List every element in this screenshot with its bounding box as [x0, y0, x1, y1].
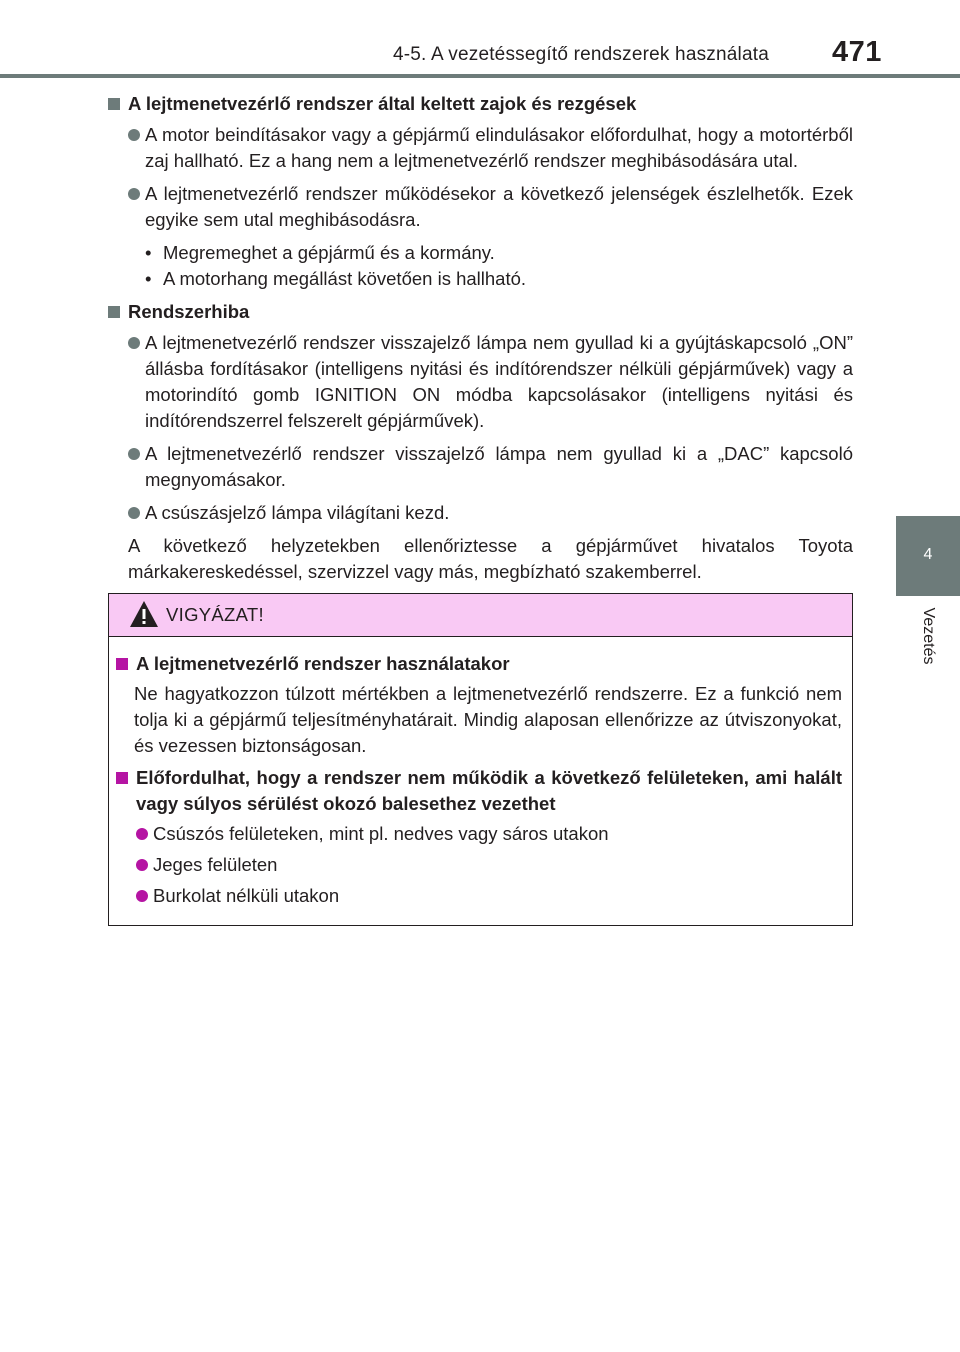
list-item — [108, 122, 853, 174]
section-title: 4-5. A vezetéssegítő rendszerek használata — [393, 44, 769, 65]
item-text: Csúszós felületeken, mint pl. nedves vagy sáros utakon — [153, 823, 609, 844]
section-heading-noise — [108, 91, 853, 117]
page-number: 471 — [832, 36, 882, 68]
caution-heading-usage — [116, 651, 842, 677]
caution-header — [109, 594, 852, 637]
caution-body — [116, 651, 842, 914]
circle-bullet-icon — [136, 859, 148, 871]
square-bullet-icon — [108, 98, 120, 110]
circle-bullet-icon — [128, 129, 140, 141]
list-item — [108, 330, 853, 434]
circle-bullet-icon — [136, 890, 148, 902]
chapter-tab — [896, 516, 960, 596]
circle-bullet-icon — [128, 448, 140, 460]
service-paragraph: A következő helyzetekben ellenőriztesse a gépjárművet hivatalos Toyota márkakereskedéssel, szervizzel vagy más, megbízható szakemberrel. — [128, 535, 853, 582]
sub-list-item: • Megremeghet a gépjármű és a kormány. — [145, 240, 853, 266]
item-text: Burkolat nélküli utakon — [153, 885, 340, 906]
item-text: A lejtmenetvezérlő rendszer visszajelző lámpa nem gyullad ki a „DAC” kapcsoló megnyomásakor. — [145, 443, 853, 490]
item-text: A csúszásjelző lámpa világítani kezd. — [145, 502, 450, 523]
circle-bullet-icon — [128, 507, 140, 519]
circle-bullet-icon — [128, 188, 140, 200]
heading-text: A lejtmenetvezérlő rendszer használatakor — [136, 653, 510, 674]
sub-list-item: • A motorhang megállást követően is hallható. — [145, 266, 853, 292]
caution-title: VIGYÁZAT! — [166, 604, 264, 625]
circle-bullet-icon — [128, 337, 140, 349]
heading-text: A lejtmenetvezérlő rendszer által keltett zajok és rezgések — [128, 93, 637, 114]
item-text: A lejtmenetvezérlő rendszer visszajelző lámpa nem gyullad ki a gyújtáskapcsoló „ON” állásba fordításakor (intelligens nyitási és indítórendszer nélküli gépjárművek) vagy a motorindító gomb IGNITION ON módba kapcsolásakor (intelligens nyitási és indítórendszerrel felszerelt gépjárművek). — [145, 332, 853, 431]
main-content — [108, 91, 853, 585]
list-item — [108, 181, 853, 233]
square-bullet-icon — [116, 772, 128, 784]
section-heading-fault — [108, 299, 853, 325]
chapter-label-container — [896, 596, 960, 696]
list-item — [108, 500, 853, 526]
item-text: Jeges felületen — [153, 854, 278, 875]
heading-text: Előfordulhat, hogy a rendszer nem működik a következő felületeken, ami halált vagy súlyos sérülést okozó balesethez vezethet — [136, 767, 842, 814]
header-rule — [0, 74, 960, 78]
square-bullet-icon — [116, 658, 128, 670]
chapter-number: 4 — [923, 546, 933, 563]
item-text: A motor beindításakor vagy a gépjármű elindulásakor előfordulhat, hogy a motortérből zaj hallható. Ez a hang nem a lejtmenetvezérlő rendszer meghibásodására utal. — [145, 124, 853, 171]
item-text: A lejtmenetvezérlő rendszer működésekor a következő jelenségek észlelhetők. Ezek egyike sem utal meghibásodásra. — [145, 183, 853, 230]
sub-list — [108, 240, 853, 292]
list-item — [116, 821, 842, 847]
list-item — [108, 441, 853, 493]
warning-triangle-icon — [129, 600, 159, 628]
square-bullet-icon — [108, 306, 120, 318]
list-item — [116, 883, 842, 909]
caution-paragraph: Ne hagyatkozzon túlzott mértékben a lejtmenetvezérlő rendszerre. Ez a funkció nem tolja ki a gépjármű teljesítményhatárait. Mindig alaposan ellenőrizze az útviszonyokat, és vezessen biztonságosan. — [134, 683, 842, 756]
circle-bullet-icon — [136, 828, 148, 840]
chapter-label: Vezetés — [920, 607, 937, 665]
caution-heading-surfaces — [116, 765, 842, 817]
heading-text: Rendszerhiba — [128, 301, 250, 322]
list-item — [116, 852, 842, 878]
caution-box — [108, 593, 853, 926]
